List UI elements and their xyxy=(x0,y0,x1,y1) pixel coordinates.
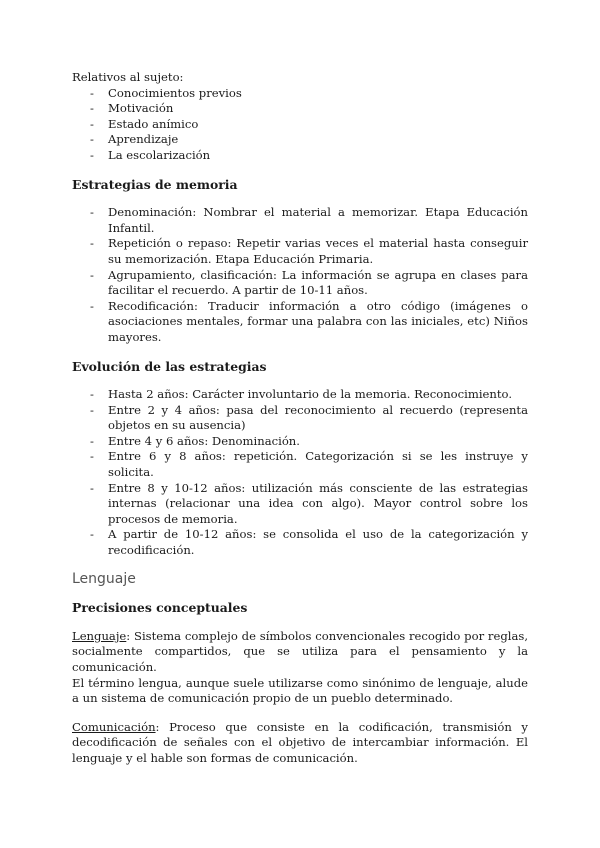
memoria-list xyxy=(72,205,528,345)
list-item: - Agrupamiento, clasificación: La información se agrupa en clases para facilitar el recuerdo. A partir de 10-11 años. xyxy=(72,268,528,299)
sujeto-list xyxy=(72,86,528,164)
lenguaje-title: Lenguaje xyxy=(72,570,136,587)
comunicacion-definition-text: : Proceso que consiste en la codificación, transmisión y decodificación de señales con el objetivo de intercambiar información. El lenguaje y el hable son formas de comunicación. xyxy=(72,719,528,765)
lenguaje-term: Lenguaje xyxy=(72,628,127,643)
list-item: - Denominación: Nombrar el material a memorizar. Etapa Educación Infantil. xyxy=(72,205,528,236)
sujeto-intro: Relativos al sujeto: xyxy=(72,70,184,84)
list-item: - Repetición o repaso: Repetir varias veces el material hasta conseguir su memorización. Etapa Educación Primaria. xyxy=(72,236,528,267)
list-item: - Estado anímico xyxy=(72,117,528,133)
evolucion-heading: Evolución de las estrategias xyxy=(72,358,267,374)
list-item: - Entre 8 y 10-12 años: utilización más consciente de las estrategias internas (relacionar una idea con algo). Mayor control sobre los procesos de memoria. xyxy=(72,481,528,528)
list-item: - Motivación xyxy=(72,101,528,117)
memoria-heading: Estrategias de memoria xyxy=(72,176,238,192)
list-item: - Recodificación: Traducir información a otro código (imágenes o asociaciones mentales, formar una palabra con las iniciales, etc) Niños mayores. xyxy=(72,299,528,346)
list-item: - Entre 4 y 6 años: Denominación. xyxy=(72,434,528,450)
list-item: - Entre 2 y 4 años: pasa del reconocimiento al recuerdo (representa objetos en su ausencia) xyxy=(72,403,528,434)
comunicacion-term: Comunicación xyxy=(72,719,156,734)
lenguaje-definition xyxy=(72,629,528,676)
comunicacion-definition xyxy=(72,720,528,767)
list-item: - La escolarización xyxy=(72,148,528,164)
precisiones-heading: Precisiones conceptuales xyxy=(72,600,248,616)
evolucion-list xyxy=(72,387,528,559)
list-item: - Hasta 2 años: Carácter involuntario de la memoria. Reconocimiento. xyxy=(72,387,528,403)
list-item: - A partir de 10-12 años: se consolida el uso de la categorización y recodificación. xyxy=(72,527,528,558)
list-item: - Aprendizaje xyxy=(72,132,528,148)
list-item: - Conocimientos previos xyxy=(72,86,528,102)
lengua-paragraph: El término lengua, aunque suele utilizarse como sinónimo de lenguaje, alude a un sistema de comunicación propio de un pueblo determinado. xyxy=(72,675,528,706)
list-item: - Entre 6 y 8 años: repetición. Categorización si se les instruye y solicita. xyxy=(72,449,528,480)
lenguaje-definition-text: : Sistema complejo de símbolos convencionales recogido por reglas, socialmente compartidos, que se utiliza para el pensamiento y la comunicación. xyxy=(72,628,528,674)
document-page xyxy=(72,70,528,767)
